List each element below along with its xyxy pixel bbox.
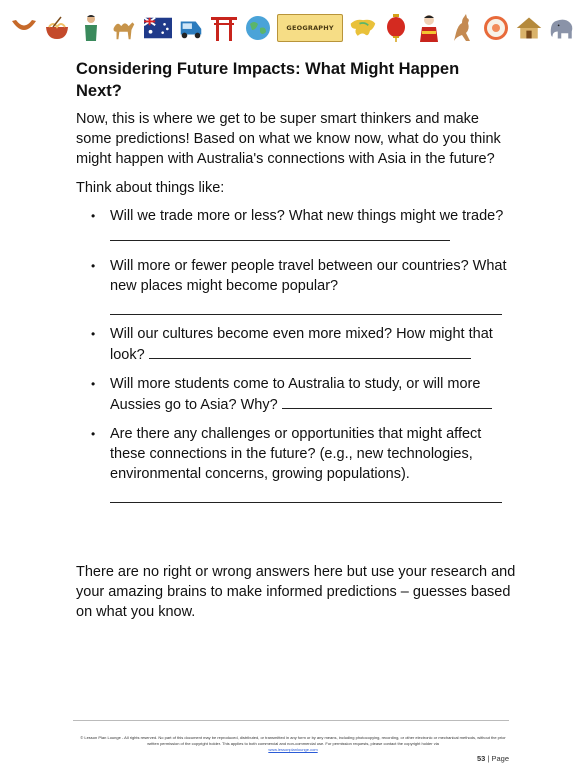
asia-map-icon: [349, 13, 377, 43]
answer-line[interactable]: [110, 226, 450, 241]
page-number-value: 53: [477, 754, 486, 763]
kangaroo-icon: [449, 13, 477, 43]
website-link[interactable]: www.lessonplanlounge.com: [268, 747, 318, 752]
prompt-text: Think about things like:: [76, 180, 225, 196]
page-number: 53 | Page: [477, 754, 509, 763]
closing-paragraph: There are no right or wrong answers here but use your research and your amazing brains to make informed predictions – guesses based on what you know.: [76, 564, 516, 620]
lantern-icon: [382, 13, 410, 43]
doll-icon: [415, 13, 443, 43]
question-list: [76, 206, 508, 503]
worksheet-body: [76, 58, 508, 512]
question-text: Will our cultures become even more mixed? How might that look?: [110, 326, 493, 363]
decorative-banner: [0, 8, 587, 48]
list-item: [76, 206, 508, 247]
torii-gate-icon: [210, 13, 238, 43]
list-item: [76, 424, 508, 503]
page-label: Page: [491, 754, 509, 763]
boomerang-icon: [10, 13, 38, 43]
globe-icon: [244, 13, 272, 43]
elephant-icon: [549, 13, 577, 43]
geography-badge-label: GEOGRAPHY: [286, 24, 334, 32]
geography-badge: [277, 14, 343, 42]
list-item: [76, 374, 508, 415]
answer-line[interactable]: [149, 344, 471, 359]
intro-paragraph: Now, this is where we get to be super smart thinkers and make some predictions! Based on what we know now, what do you think might happen with Australia's connections with Asia in the future?: [76, 111, 501, 167]
list-item: [76, 256, 508, 315]
noodle-bowl-icon: [43, 13, 71, 43]
answer-line[interactable]: [110, 300, 502, 315]
question-text: Are there any challenges or opportunities that might affect these connections in the future? (e.g., new technologies, environmental concerns, growing populations).: [110, 426, 482, 482]
answer-line[interactable]: [282, 394, 492, 409]
answer-line[interactable]: [110, 488, 502, 503]
tuk-tuk-icon: [177, 13, 205, 43]
copyright-text: © Lesson Plan Lounge - All rights reserved. No part of this document may be reproduced, distributed, or transmitted in any form or by any means, including photocopying, recording, or other electronic or mechanical methods, without the prior written permission of the copyright holder. This applies to both commercial and non-commercial use. For permission requests, please contact the copyright holder via: [80, 735, 506, 746]
footer-divider: [73, 720, 509, 721]
question-text: Will we trade more or less? What new things might we trade?: [110, 208, 504, 224]
question-text: Will more students come to Australia to study, or will more Aussies go to Asia? Why?: [110, 376, 481, 413]
hut-icon: [515, 13, 543, 43]
sushi-icon: [482, 13, 510, 43]
page-heading: Considering Future Impacts: What Might Happen Next?: [76, 60, 460, 100]
person-icon: [77, 13, 105, 43]
australia-flag-icon: [144, 13, 172, 43]
list-item: [76, 324, 508, 365]
question-text: Will more or fewer people travel between our countries? What new places might become popular?: [110, 258, 507, 294]
footer-copyright: [78, 735, 508, 753]
camel-icon: [110, 13, 138, 43]
